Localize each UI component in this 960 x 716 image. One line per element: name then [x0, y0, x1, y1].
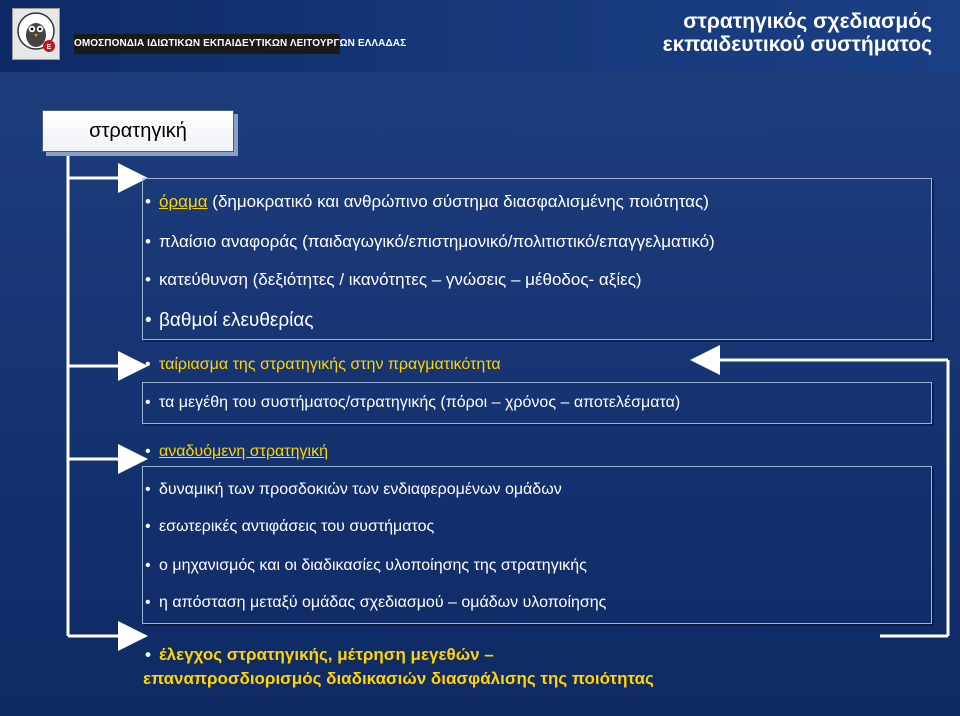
group-2-item-match: • ταίριασμα της στρατηγικής στην πραγματικότητα: [145, 356, 501, 373]
group-3-item-emergent: • αναδυόμενη στρατηγική: [145, 443, 328, 460]
group-2-item-magnitudes: • τα μεγέθη του συστήματος/στρατηγικής (πόροι – χρόνος – αποτελέσματα): [145, 394, 681, 411]
title-line-2: εκπαιδευτικού συστήματος: [662, 33, 932, 56]
group-1-item-framework: • πλαίσιο αναφοράς (παιδαγωγικό/επιστημονικό/πολιτιστικό/επαγγελματικό): [145, 232, 715, 251]
group-3-item-mechanism: • ο μηχανισμός και οι διαδικασίες υλοποίησης της στρατηγικής: [145, 557, 587, 574]
final-line-2: επαναπροσδιορισμός διαδικασιών διασφάλισης της ποιότητας: [143, 669, 654, 688]
final-line-1: • έλεγχος στρατηγικής, μέτρηση μεγεθών –: [145, 645, 494, 664]
organization-name: ΟΜΟΣΠΟΝΔΙΑ ΙΔΙΩΤΙΚΩΝ ΕΚΠΑΙΔΕΥΤΙΚΩΝ ΛΕΙΤΟΥΡΓΩΝ ΕΛΛΑΔΑΣ: [74, 34, 340, 54]
group-1-item-direction: • κατεύθυνση (δεξιότητες / ικανότητες – γνώσεις – μέθοδος- αξίες): [145, 270, 642, 289]
strategy-label: στρατηγική: [42, 110, 234, 152]
group-1-item-freedom: • βαθμοί ελευθερίας: [145, 310, 314, 331]
group-3-item-dynamics: • δυναμική των προσδοκιών των ενδιαφερομένων ομάδων: [145, 481, 562, 498]
group-3-item-distance: • η απόσταση μεταξύ ομάδας σχεδιασμού – ομάδων υλοποίησης: [145, 594, 607, 611]
group-1-item-vision: • όραμα (δημοκρατικό και ανθρώπινο σύστημα διασφαλισμένης ποιότητας): [145, 192, 709, 211]
svg-text:Ε: Ε: [46, 44, 52, 51]
title-line-1: στρατηγικός σχεδιασμός: [683, 10, 932, 33]
group-3-item-contradictions: • εσωτερικές αντιφάσεις του συστήματος: [145, 518, 435, 535]
final-block: [145, 643, 654, 691]
